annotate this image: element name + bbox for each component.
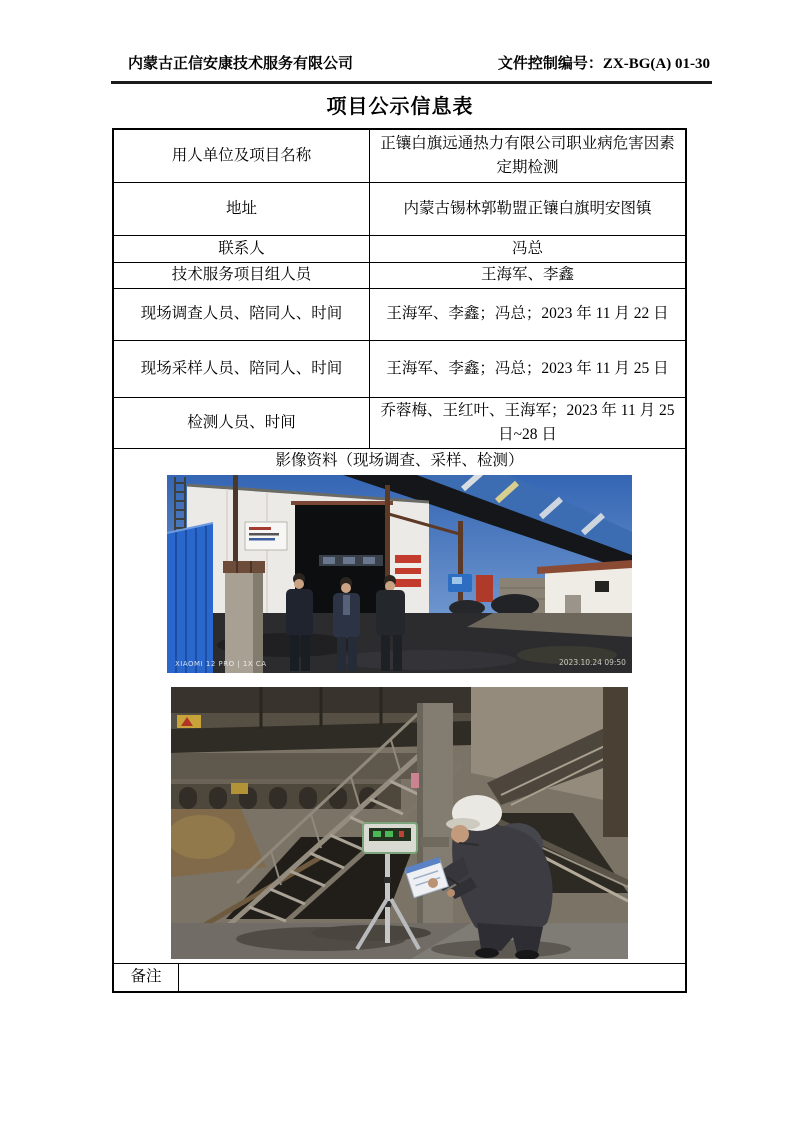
remark-label: 备注 [114, 964, 179, 991]
row-label: 用人单位及项目名称 [114, 130, 370, 182]
row-employer-project [114, 130, 685, 182]
header-rule [111, 81, 712, 84]
row-value: 乔蓉梅、王红叶、王海军；2023 年 11 月 25 日~28 日 [380, 401, 675, 443]
factory-sign [245, 522, 287, 550]
photo-timestamp: 2023.10.24 09:50 [559, 658, 626, 667]
page-title: 项目公示信息表 [326, 96, 474, 118]
row-label: 地址 [114, 183, 370, 235]
row-label: 现场采样人员、陪同人、时间 [114, 341, 370, 397]
row-address [114, 182, 685, 235]
row-site-survey [114, 288, 685, 340]
row-site-sampling [114, 340, 685, 397]
row-value: 王海军、李鑫；冯总；2023 年 11 月 25 日 [386, 359, 669, 377]
camera-watermark: XIAOMI 12 PRO | 1X CA [175, 660, 267, 668]
site-survey-photo [167, 475, 632, 673]
blue-tarp [167, 523, 213, 673]
media-caption: 影像资料（现场调查、采样、检测） [275, 452, 524, 469]
hazard-sign [231, 783, 248, 794]
row-value: 王海军、李鑫；冯总；2023 年 11 月 22 日 [386, 305, 669, 323]
doc-control-number: 文件控制编号：ZX-BG(A) 01-30 [497, 56, 710, 72]
row-contact [114, 235, 685, 262]
center-pillar [411, 703, 453, 941]
row-label: 现场调查人员、陪同人、时间 [114, 289, 370, 340]
row-testing [114, 397, 685, 448]
remark-row [114, 963, 685, 991]
row-label: 技术服务项目组人员 [114, 263, 370, 288]
remark-value [179, 964, 685, 991]
media-row [114, 448, 685, 963]
row-project-team [114, 262, 685, 288]
row-value: 内蒙古锡林郭勒盟正镶白旗明安图镇 [403, 199, 652, 217]
row-value: 冯总 [511, 239, 543, 257]
company-name: 内蒙古正信安康技术服务有限公司 [128, 56, 354, 72]
red-machine [476, 575, 493, 602]
row-value: 王海军、李鑫 [480, 266, 574, 284]
concrete-pillar [223, 561, 265, 673]
row-value: 正镶白旗远通热力有限公司职业病危害因素定期检测 [380, 134, 675, 176]
row-label: 检测人员、时间 [114, 398, 370, 448]
row-label: 联系人 [114, 236, 370, 262]
project-info-table [112, 128, 687, 993]
sampling-photo [171, 687, 628, 959]
floor [171, 923, 628, 959]
